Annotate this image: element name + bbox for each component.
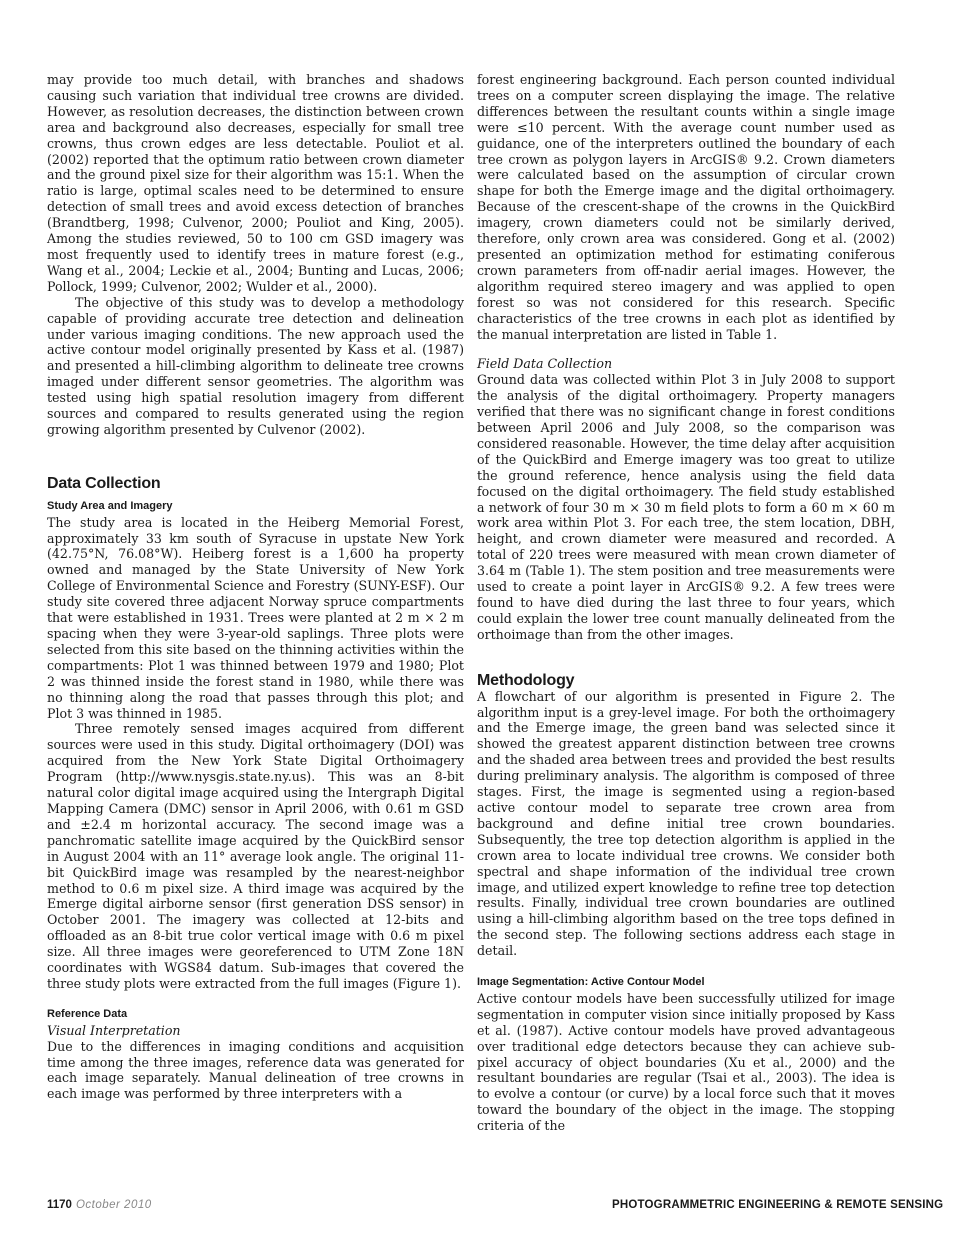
subsection-heading-study-area: Study Area and Imagery [47, 499, 173, 512]
paragraph: may provide too much detail, with branches and shadows causing such variation that individual tree crowns are divided. However, as resolution decreases, the distinction between crown area and background also decreases, especially for small tree crowns, thus crown edges are less detectable. Pouliot et al. (2002) reported that the optimum ratio between crown diameter and the ground pixel size for their algorithm was 15:1. When the ratio is large, optimal scales need to be determined to ensure detection of small trees and avoid excess detection of branches (Brandtberg, 1998; Culvenor, 2000; Pouliot and King, 2005). Among the studies reviewed, 50 to 100 cm GSD imagery was most frequently used to identify trees in mature forest (e.g., Wang et al., 2004; Leckie et al., 2004; Bunting and Lucas, 2006; Pollock, 1999; Culvenor, 2002; Wulder et al., 2000). [47, 72, 464, 294]
paragraph: forest engineering background. Each person counted individual trees on a computer screen displaying the image. The relative differences between the resultant counts within a single image were ≤10 percent. With the average count number used as guidance, one of the interpreters outlined the boundary of each tree crown as polygon layers in ArcGIS® 9.2. Crown diameters were calculated based on the assumption of circular crown shape for both the Emerge image and the digital orthoimagery. Because of the crescent-shape of the crowns in the QuickBird imagery, crown diameters could not be similarly derived, therefore, only crown area was considered. Gong et al. (2002) presented an optimization method for estimating coniferous crown parameters from off-nadir aerial images. However, the algorithm required stereo imagery and was applied to open forest so was not considered for this research. Specific characteristics of the tree crowns in each plot as identified by the manual interpretation are listed in Table 1. [477, 72, 895, 342]
page-number: 1170 [47, 1199, 72, 1211]
subsubsection-heading-visual-interpretation: Visual Interpretation [47, 1022, 181, 1038]
issue-date: October 2010 [75, 1199, 152, 1211]
paragraph: Three remotely sensed images acquired from different sources were used in this study. Digital orthoimagery (DOI) was acquired from the New York State Digital Orthoimagery Program (http://www.nysgis.state.ny.us). This was an 8-bit natural color digital image acquired using the Intergraph Digital Mapping Camera (DMC) sensor in April 2006, with 0.61 m GSD and ±2.4 m horizontal accuracy. The second image was a panchromatic satellite image acquired by the QuickBird sensor in August 2004 with an 11° average look angle. The original 11-bit QuickBird image was resampled by the nearest-neighbor method to 0.6 m pixel size. A third image was acquired by the Emerge digital airborne sensor (first generation DSS sensor) in October 2001. The imagery was collected at 12-bits and offloaded as an 8-bit true color vertical image with 0.6 m pixel size. All three images were georeferenced to UTM Zone 18N coordinates with WGS84 datum. Sub-images that covered the three study plots were extracted from the full images (Figure 1). [47, 721, 464, 991]
journal-name: PHOTOGRAMMETRIC ENGINEERING & REMOTE SENSING [612, 1199, 944, 1211]
subsection-heading-reference-data: Reference Data [47, 1007, 128, 1020]
paragraph: The study area is located in the Heiberg Memorial Forest, approximately 33 km south of Syracuse in upstate New York (42.75°N, 76.08°W). Heiberg forest is a 1,600 ha property owned and managed by the State University of New York College of Environmental Science and Forestry (SUNY-ESF). Our study site covered three adjacent Norway spruce compartments that were established in 1931. Trees were planted at 2 m × 2 m spacing when they were 3-year-old saplings. Three plots were selected from this site based on the thinning activities within the compartments: Plot 1 was thinned between 1979 and 1980; Plot 2 was thinned inside the forest stand in 1980, while there was no thinning along the road that passes through this plot; and Plot 3 was thinned in 1985. [47, 514, 464, 721]
section-heading-data-collection: Data Collection [47, 474, 161, 492]
paragraph: The objective of this study was to develop a methodology capable of providing accurate tree detection and delineation under various imaging conditions. The new approach used the active contour model originally presented by Kass et al. (1987) and presented a hill-climbing algorithm to delineate tree crowns imaged under different sensor geometries. The algorithm was tested using high spatial resolution imagery from different sources and compared to results generated using the region growing algorithm presented by Culvenor (2002). [47, 294, 464, 437]
paragraph: A flowchart of our algorithm is presented in Figure 2. The algorithm input is a grey-level image. For both the orthoimagery and the Emerge image, the green band was selected since it showed the greatest apparent distinction between tree crowns and the shaded area between trees and provided the best results during preliminary analysis. The algorithm is composed of three stages. First, the image is segmented using a region-based active contour model to separate tree crown area from background and define initial tree crown boundaries. Subsequently, the tree top detection algorithm is applied in the crown area to locate individual tree crowns. We consider both spectral and shape information of the individual tree crown image, and utilized expert knowledge to refine tree top detection results. Finally, individual tree crown boundaries are outlined using a hill-climbing algorithm based on the tree tops defined in the second step. The following sections address each stage in detail. [477, 688, 895, 959]
paragraph: Due to the differences in imaging conditions and acquisition time among the three images, reference data was generated for each image separately. Manual delineation of tree crowns in each image was performed by three interpreters with a [47, 1038, 464, 1102]
right-column [477, 72, 895, 1134]
paragraph: Active contour models have been successfully utilized for image segmentation in computer vision since initially proposed by Kass et al. (1987). Active contour models have proved advantageous over traditional edge detectors because they can achieve sub-pixel accuracy of object boundaries (Xu et al., 2000) and the resultant boundaries are regular (Tsai et al., 2003). The idea is to evolve a contour (or curve) by a local force such that it moves toward the boundary of the object in the image. The stopping criteria of the [477, 990, 895, 1134]
left-column [47, 72, 464, 1102]
subsubsection-heading-field-data: Field Data Collection [477, 356, 613, 372]
page-footer-left [47, 1199, 152, 1211]
section-heading-methodology: Methodology [477, 671, 575, 689]
subsection-heading-image-segmentation: Image Segmentation: Active Contour Model [477, 976, 705, 989]
paragraph: Ground data was collected within Plot 3 in July 2008 to support the analysis of the digital orthoimagery. Property managers verified that there was no significant change in forest conditions between April 2006 and July 2008, so the comparison was considered reasonable. However, the time delay after acquisition of the QuickBird and Emerge imagery was too great to utilize the ground reference, hence analysis using the field data focused on the digital orthoimagery. The field study established a network of four 30 m × 30 m field plots to form a 60 m × 60 m work area within Plot 3. For each tree, the stem location, DBH, height, and crown diameter were measured and recorded. A total of 220 trees were measured with mean crown diameter of 3.64 m (Table 1). The stem position and tree measurements were used to create a point layer in ArcGIS® 9.2. A few trees were found to have died during the last three to four years, which could explain the lower tree count manually delineated from the orthoimage than from the other images. [477, 372, 895, 642]
